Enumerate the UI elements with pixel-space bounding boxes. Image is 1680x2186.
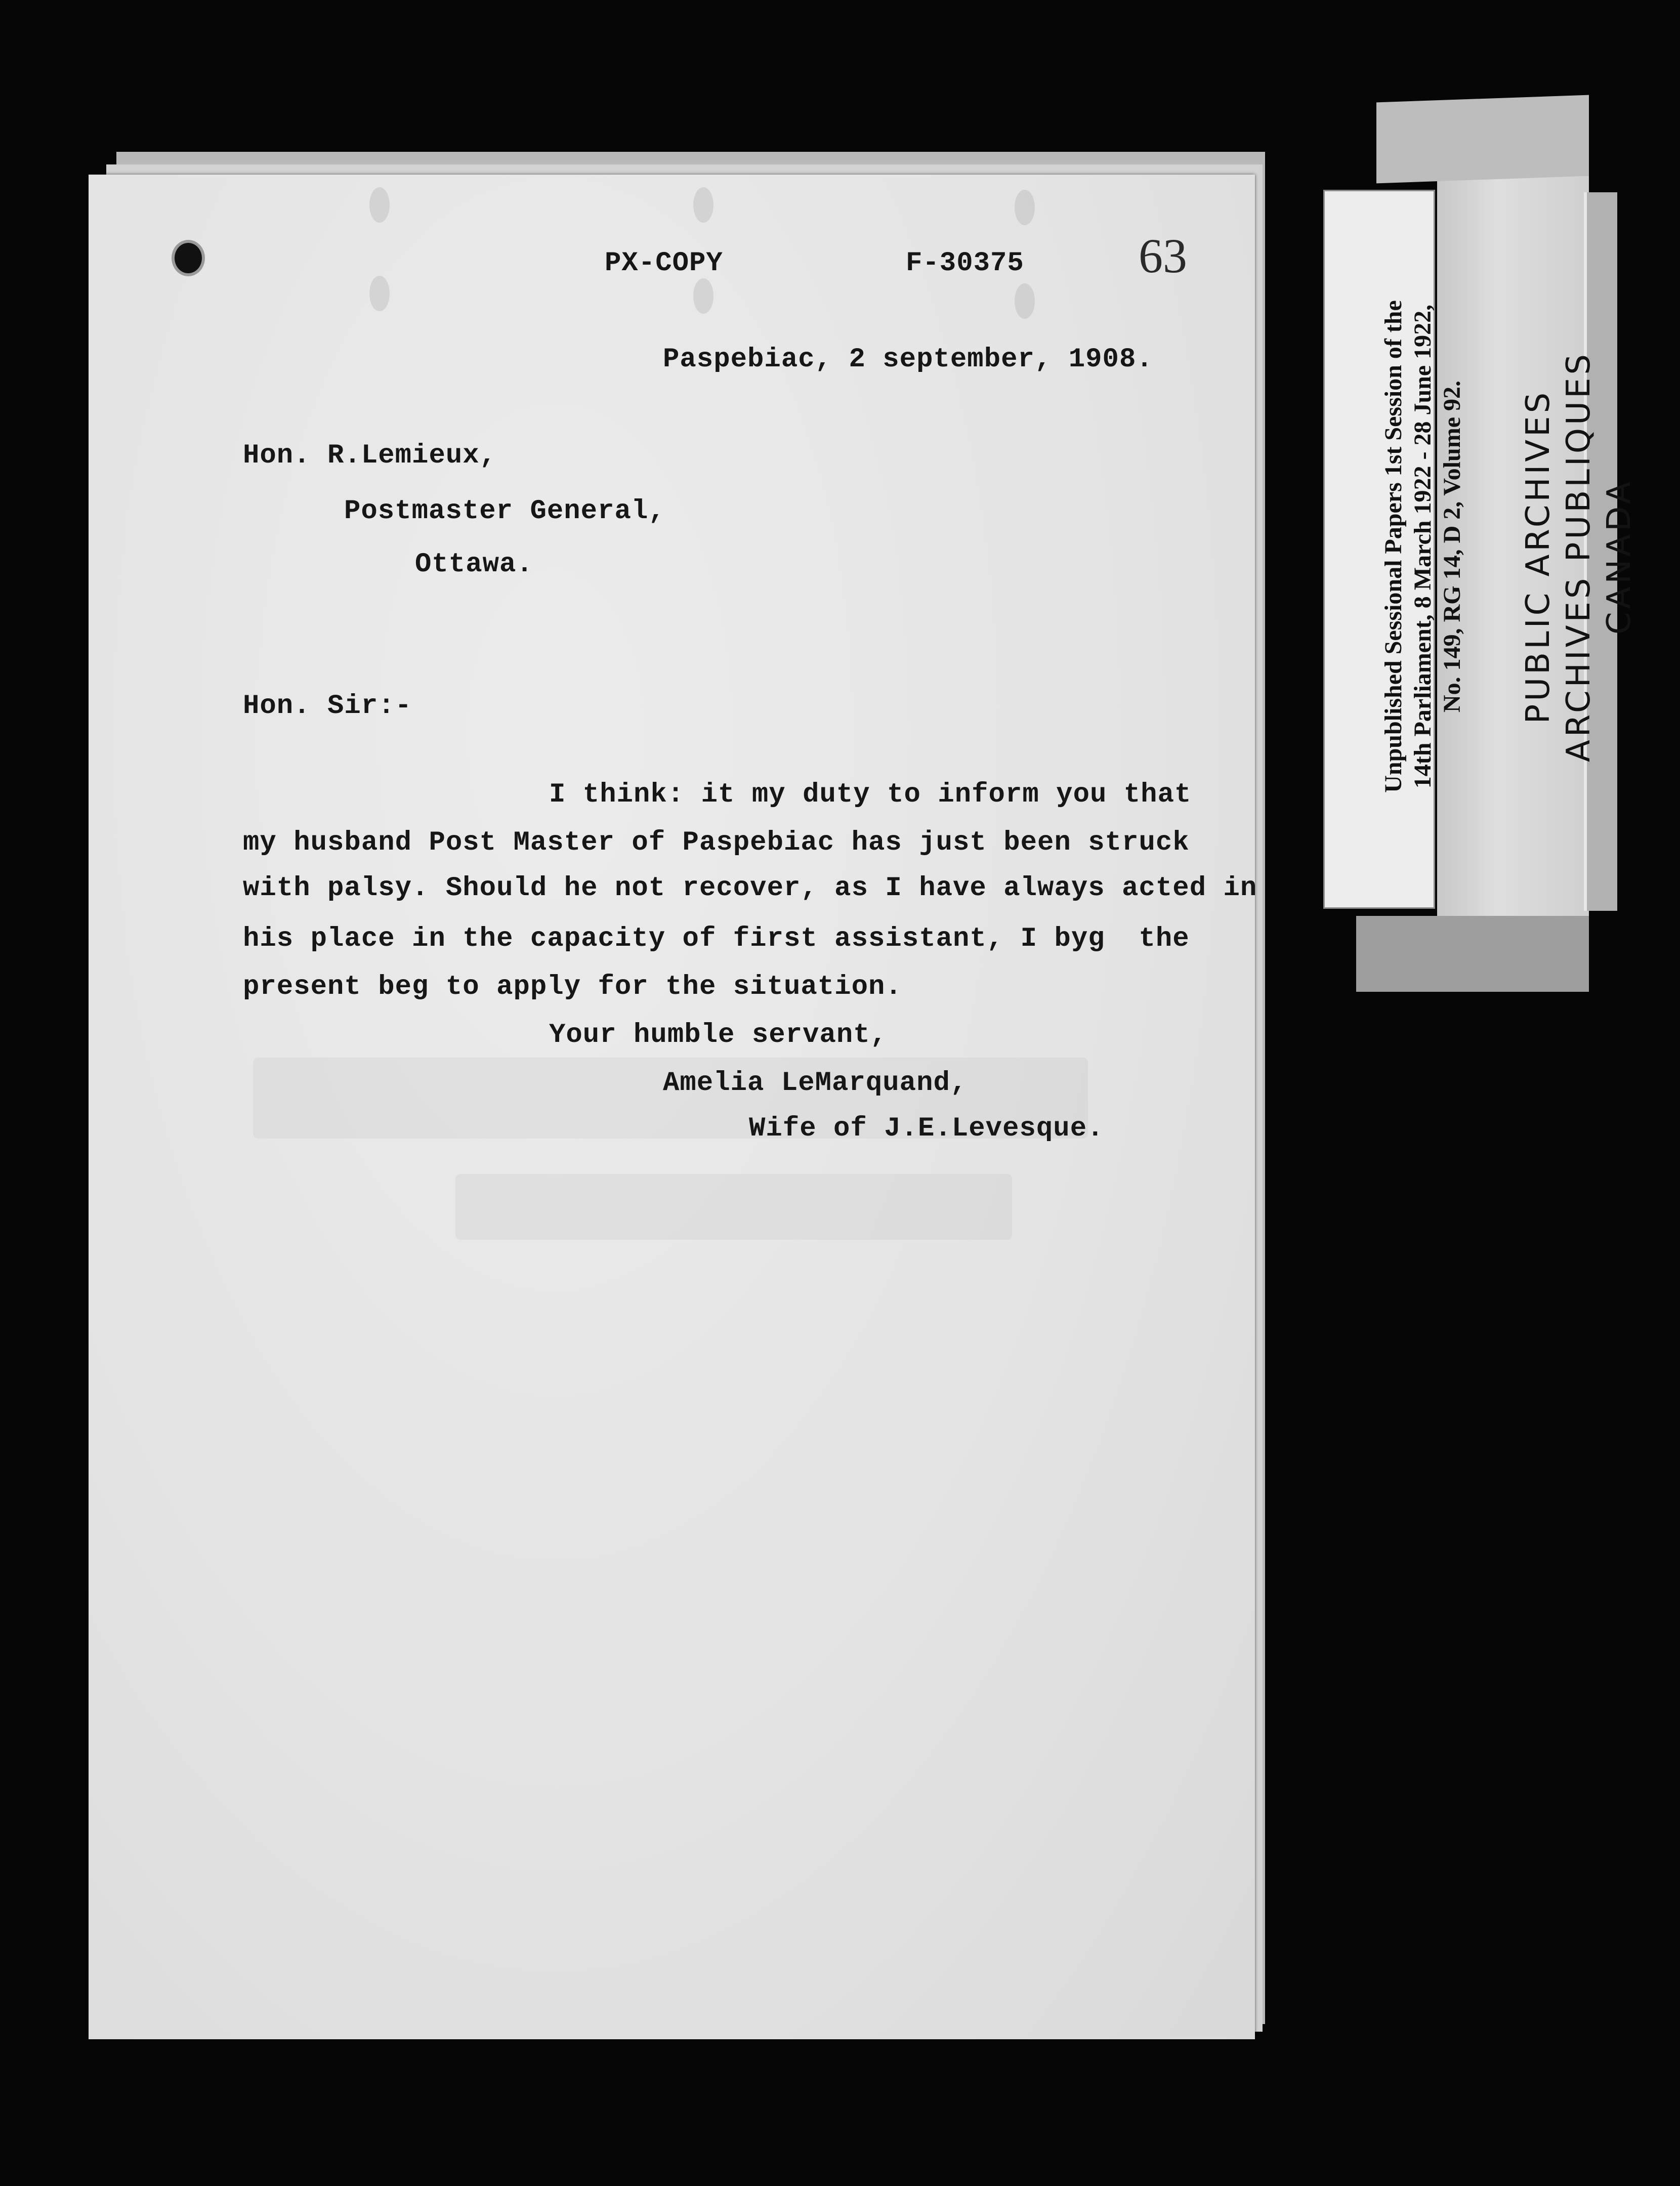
paper-fold (1356, 916, 1589, 992)
addressee-city: Ottawa. (415, 549, 533, 580)
archive-label-line: No. 149, RG 14, D 2, Volume 92. (1439, 380, 1465, 713)
body-line: with palsy. Should he not recover, as I have always acted in (243, 873, 1257, 904)
staple-mark (693, 187, 713, 223)
punch-hole (175, 243, 202, 273)
staple-mark (1015, 283, 1035, 319)
archive-stamp-line: CANADA (1601, 478, 1638, 635)
bleed-through (455, 1174, 1012, 1240)
closing: Your humble servant, (549, 1020, 888, 1050)
staple-mark (1015, 190, 1035, 225)
staple-mark (693, 278, 713, 314)
body-line: his place in the capacity of first assistant, I byg the (243, 923, 1190, 954)
folio-number: 63 (1139, 229, 1187, 283)
place-date: Paspebiac, 2 september, 1908. (663, 344, 1153, 375)
paper-fold (1376, 95, 1589, 184)
archive-stamp-line: ARCHIVES PUBLIQUES (1560, 351, 1598, 763)
body-line: my husband Post Master of Paspebiac has just been struck (243, 827, 1190, 858)
archive-label-line: Unpublished Sessional Papers 1st Session of the (1380, 300, 1407, 793)
copy-label: PX-COPY (605, 248, 723, 279)
archive-stamp-line: PUBLIC ARCHIVES (1520, 389, 1557, 724)
signature-note: Wife of J.E.Levesque. (749, 1113, 1104, 1144)
addressee-title: Postmaster General, (344, 496, 665, 527)
salutation: Hon. Sir:- (243, 691, 412, 722)
body-line: I think: it my duty to inform you that (549, 779, 1192, 810)
signature: Amelia LeMarquand, (663, 1068, 968, 1099)
addressee-name: Hon. R.Lemieux, (243, 440, 497, 471)
file-number: F-30375 (906, 248, 1024, 279)
archive-label-line: 14th Parliament, 8 March 1922 - 28 June 1922, (1409, 304, 1436, 789)
body-line: present beg to apply for the situation. (243, 972, 902, 1002)
staple-mark (369, 187, 390, 223)
staple-mark (369, 276, 390, 311)
